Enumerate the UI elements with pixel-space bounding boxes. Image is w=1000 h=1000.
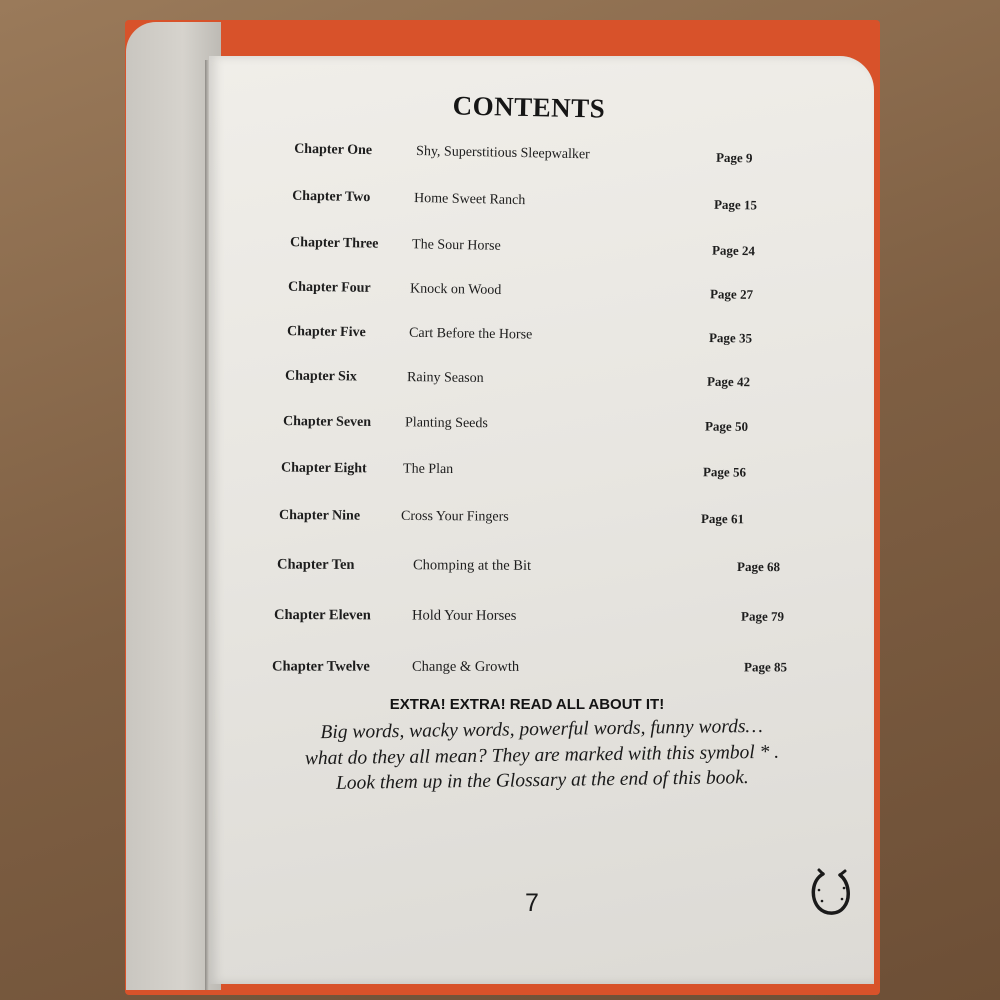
chapter-page: Page 9: [715, 149, 753, 166]
toc-row: [290, 235, 850, 269]
chapter-label: Chapter Six: [284, 368, 357, 385]
toc-row: [277, 557, 837, 584]
page-number: 7: [525, 889, 539, 917]
chapter-page: Page 42: [706, 373, 751, 390]
chapter-page: Page 50: [704, 418, 749, 434]
chapter-page: Page 56: [702, 464, 747, 480]
toc-row: [287, 324, 847, 356]
toc-row: [274, 607, 834, 633]
chapter-label: Chapter Five: [286, 324, 366, 341]
page-title: CONTENTS: [452, 90, 606, 124]
chapter-page: Page 24: [711, 242, 756, 259]
chapter-title: Hold Your Horses: [411, 607, 517, 624]
glossary-note-line: Look them up in the Glossary at the end of this book.: [335, 767, 749, 794]
chapter-title: Change & Growth: [411, 658, 520, 675]
chapter-label: Chapter Twelve: [271, 658, 370, 675]
chapter-title: Home Sweet Ranch: [413, 190, 526, 209]
chapter-label: Chapter Eleven: [273, 607, 371, 624]
chapter-label: Chapter Two: [291, 188, 371, 206]
toc-row: [292, 189, 852, 224]
chapter-title: Planting Seeds: [404, 415, 488, 432]
glossary-note-line: what do they all mean? They are marked with this symbol * .: [304, 741, 780, 769]
chapter-title: Chomping at the Bit: [412, 557, 532, 574]
chapter-page: Page 68: [736, 558, 781, 575]
chapter-label: Chapter Nine: [278, 508, 361, 524]
toc-row: [283, 414, 843, 444]
chapter-label: Chapter Three: [289, 235, 379, 252]
chapter-page: Page 35: [708, 329, 753, 346]
toc-row: [281, 461, 841, 490]
chapter-label: Chapter Seven: [282, 414, 372, 430]
toc-row: [285, 369, 845, 400]
extra-heading: EXTRA! EXTRA! READ ALL ABOUT IT!: [389, 696, 665, 713]
chapter-title: Cart Before the Horse: [408, 325, 533, 343]
chapter-title: The Sour Horse: [411, 237, 501, 254]
chapter-title: Knock on Wood: [409, 281, 502, 298]
chapter-title: Cross Your Fingers: [400, 508, 509, 525]
chapter-page: Page 15: [713, 196, 758, 213]
chapter-label: Chapter Eight: [280, 460, 367, 477]
chapter-label: Chapter Ten: [276, 556, 355, 573]
glossary-note-line: Big words, wacky words, powerful words, funny words…: [320, 715, 763, 744]
toc-row: [294, 142, 854, 177]
glossary-note: [261, 713, 822, 797]
chapter-page: Page 27: [709, 286, 754, 302]
toc-row: [272, 659, 832, 684]
toc-row: [288, 280, 848, 313]
chapter-title: The Plan: [402, 461, 454, 478]
chapter-page: Page 61: [700, 510, 745, 527]
horseshoe-icon: [807, 868, 855, 918]
toc-row: [279, 508, 839, 536]
chapter-title: Shy, Superstitious Sleepwalker: [415, 143, 590, 163]
chapter-page: Page 85: [743, 659, 787, 675]
chapter-title: Rainy Season: [406, 370, 484, 387]
chapter-label: Chapter Four: [287, 279, 371, 296]
chapter-page: Page 79: [740, 608, 785, 624]
chapter-label: Chapter One: [293, 141, 373, 159]
